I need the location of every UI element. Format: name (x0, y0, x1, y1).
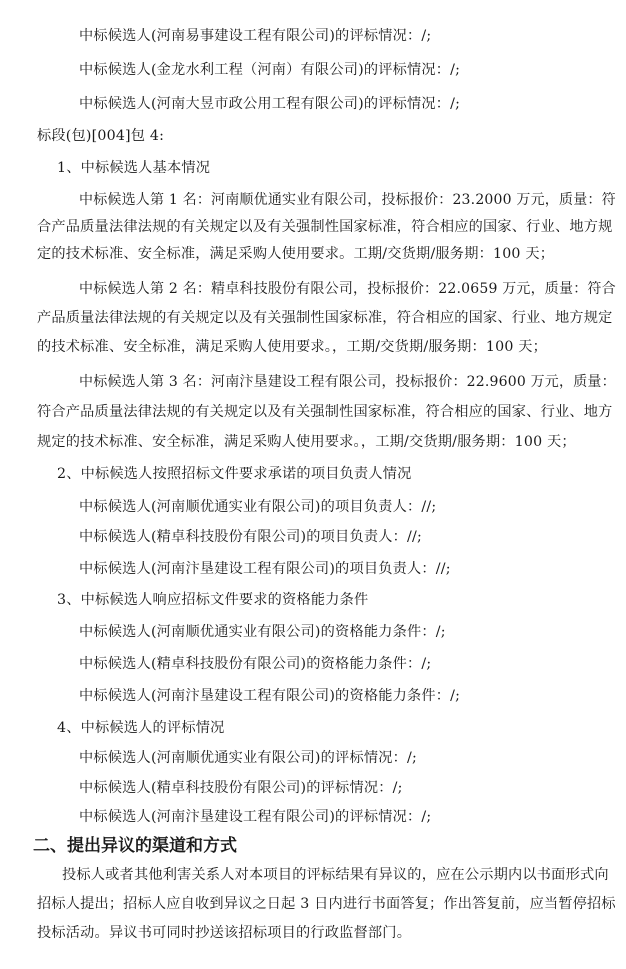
candidate3-line-2: 符合产品质量法律法规的有关规定以及有关强制性国家标准，符合相应的国家、行业、地方 (37, 404, 613, 420)
section4-line-2: 中标候选人(精卓科技股份有限公司)的评标情况：/; (79, 780, 403, 796)
section4-title: 4、中标候选人的评标情况 (57, 720, 225, 736)
top-line-1: 中标候选人(河南易事建设工程有限公司)的评标情况：/; (79, 28, 432, 44)
candidate2-line-3: 的技术标准、安全标准，满足采购人使用要求。，工期/交货期/服务期：100 天； (37, 339, 548, 355)
candidate2-line-1: 中标候选人第 2 名：精卓科技股份有限公司，投标报价：22.0659 万元，质量：符合 (79, 281, 616, 297)
candidate1-line-2: 合产品质量法律法规的有关规定以及有关强制性国家标准，符合相应的国家、行业、地方规 (37, 219, 613, 235)
candidate2-line-2: 产品质量法律法规的有关规定以及有关强制性国家标准，符合相应的国家、行业、地方规定 (37, 310, 613, 326)
section4-line-3: 中标候选人(河南汴垦建设工程有限公司)的评标情况：/; (79, 809, 432, 825)
section2-line-2: 中标候选人(精卓科技股份有限公司)的项目负责人：//; (79, 529, 422, 545)
objection-line-2: 招标人提出；招标人应自收到异议之日起 3 日内进行书面答复；作出答复前，应当暂停招标 (37, 896, 616, 912)
objection-line-1: 投标人或者其他利害关系人对本项目的评标结果有异议的，应在公示期内以书面形式向 (62, 867, 609, 883)
section2-line-3: 中标候选人(河南汴垦建设工程有限公司)的项目负责人：//; (79, 561, 451, 577)
objection-line-3: 投标活动。异议书可同时抄送该招标项目的行政监督部门。 (37, 925, 412, 941)
section3-title: 3、中标候选人响应招标文件要求的资格能力条件 (57, 592, 369, 608)
candidate3-line-3: 规定的技术标准、安全标准，满足采购人使用要求。，工期/交货期/服务期：100 天； (37, 434, 576, 450)
section2-title: 2、中标候选人按照招标文件要求承诺的项目负责人情况 (57, 466, 412, 482)
section3-line-1: 中标候选人(河南顺优通实业有限公司)的资格能力条件：/; (79, 624, 446, 640)
section4-line-1: 中标候选人(河南顺优通实业有限公司)的评标情况：/; (79, 750, 417, 766)
section3-line-3: 中标候选人(河南汴垦建设工程有限公司)的资格能力条件：/; (79, 688, 461, 704)
candidate1-line-3: 定的技术标准、安全标准，满足采购人使用要求。工期/交货期/服务期：100 天； (37, 246, 555, 262)
candidate1-line-1: 中标候选人第 1 名：河南顺优通实业有限公司，投标报价：23.2000 万元，质量：符 (79, 192, 616, 208)
top-line-2: 中标候选人(金龙水利工程（河南）有限公司)的评标情况：/; (79, 62, 461, 78)
lot-title: 标段(包)[004]包 4: (37, 128, 165, 144)
objection-heading: 二、提出异议的渠道和方式 (33, 836, 237, 856)
section1-title: 1、中标候选人基本情况 (57, 160, 211, 176)
candidate3-line-1: 中标候选人第 3 名：河南汴垦建设工程有限公司，投标报价：22.9600 万元，质量： (79, 374, 616, 390)
top-line-3: 中标候选人(河南大昱市政公用工程有限公司)的评标情况：/; (79, 96, 461, 112)
section2-line-1: 中标候选人(河南顺优通实业有限公司)的项目负责人：//; (79, 499, 437, 515)
section3-line-2: 中标候选人(精卓科技股份有限公司)的资格能力条件：/; (79, 656, 432, 672)
